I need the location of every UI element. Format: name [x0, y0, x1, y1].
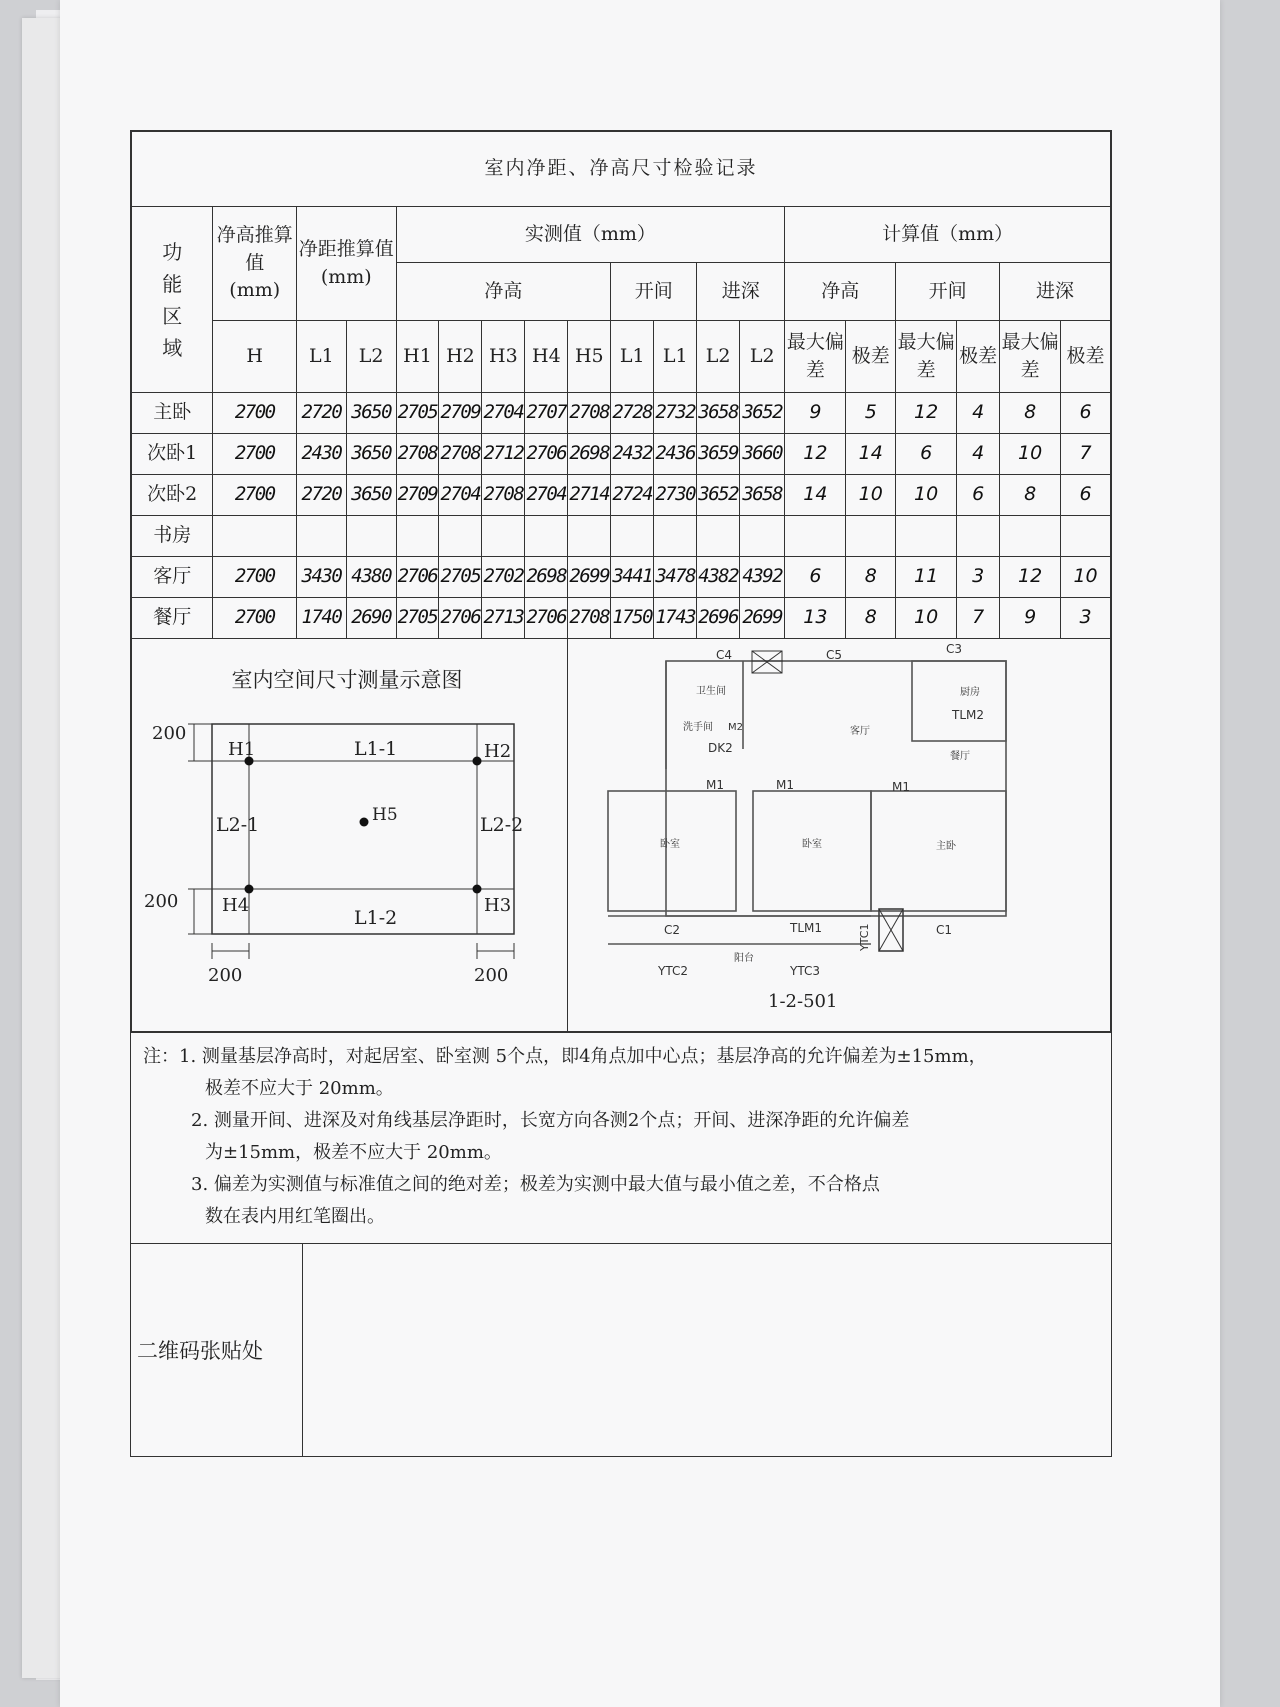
cell-H: 2700	[213, 598, 297, 639]
cell-c6	[1061, 516, 1111, 557]
cell-M2: 2730	[654, 475, 697, 516]
note-2a: 2. 测量开间、进深及对角线基层净距时，长宽方向各测2个点；开间、进深净距的允许偏差	[191, 1110, 910, 1131]
col-H1: H1	[396, 321, 439, 393]
cell-c3: 12	[896, 393, 957, 434]
plan-M1-a: M1	[706, 778, 725, 792]
plan-TLM1: TLM1	[790, 921, 823, 935]
cell-M3: 2696	[697, 598, 740, 639]
table-row	[132, 393, 1111, 434]
cell-M1: 2724	[611, 475, 654, 516]
cell-H2: 2705	[439, 557, 482, 598]
cell-c5: 8	[1000, 393, 1061, 434]
cell-c5: 8	[1000, 475, 1061, 516]
label-L2-1: L2-1	[216, 814, 260, 836]
cell-H4: 2706	[525, 434, 568, 475]
plan-kitchen: 厨房	[960, 687, 981, 698]
cell-c4: 4	[957, 434, 1000, 475]
label-H2: H2	[484, 741, 512, 762]
point-H3	[473, 885, 482, 894]
cell-M3: 3652	[697, 475, 740, 516]
height-est-unit: (mm)	[229, 279, 281, 302]
diagram-title: 室内空间尺寸测量示意图	[231, 668, 463, 692]
note-3a: 3. 偏差为实测值与标准值之间的绝对差；极差为实测中最大值与最小值之差，不合格点	[191, 1174, 880, 1195]
cell-H: 2700	[213, 434, 297, 475]
plan-M1-c: M1	[892, 780, 911, 794]
cell-H4: 2704	[525, 475, 568, 516]
cell-M4: 3652	[740, 393, 785, 434]
plan-YTC3: YTC3	[790, 964, 821, 978]
height-est-header: 净高推算值	[216, 224, 293, 274]
row-area: 次卧1	[132, 434, 213, 475]
cell-c1: 14	[785, 475, 846, 516]
cell-M3: 3659	[697, 434, 740, 475]
cell-c2: 14	[846, 434, 896, 475]
col-bay-L1b: L1	[654, 321, 697, 393]
cell-M3: 3658	[697, 393, 740, 434]
dim-right-label: 200	[474, 965, 509, 986]
plan-bedroom-b: 卧室	[802, 839, 823, 850]
cell-L1: 2430	[297, 434, 347, 475]
label-L2-2: L2-2	[480, 814, 524, 836]
cell-L1: 1740	[297, 598, 347, 639]
label-L1-1: L1-1	[354, 738, 398, 760]
cell-c6: 6	[1061, 475, 1111, 516]
cell-H: 2700	[213, 557, 297, 598]
cell-M2: 1743	[654, 598, 697, 639]
cell-c1: 13	[785, 598, 846, 639]
calculated-header: 计算值（mm）	[785, 207, 1111, 263]
dim-bottom-label: 200	[144, 891, 179, 912]
col-bay-maxdev: 最大偏差	[896, 321, 957, 393]
cell-H3: 2704	[482, 393, 525, 434]
col-L2: L2	[346, 321, 396, 393]
cell-M4: 3660	[740, 434, 785, 475]
cell-M2: 2436	[654, 434, 697, 475]
cell-L2: 3650	[346, 475, 396, 516]
label-H1: H1	[228, 739, 256, 760]
plan-living: 客厅	[850, 726, 871, 737]
plan-C1: C1	[936, 923, 953, 937]
cell-H5: 2699	[568, 557, 611, 598]
inspection-form	[130, 130, 1112, 1457]
note-1b: 极差不应大于 20mm。	[205, 1078, 394, 1099]
col-depth-range: 极差	[1061, 321, 1111, 393]
cell-c2	[846, 516, 896, 557]
cell-c2: 5	[846, 393, 896, 434]
cell-c4: 4	[957, 393, 1000, 434]
col-H: H	[213, 321, 297, 393]
cell-c5	[1000, 516, 1061, 557]
row-area: 书房	[132, 516, 213, 557]
label-H3: H3	[484, 895, 512, 916]
col-depth-maxdev: 最大偏差	[1000, 321, 1061, 393]
label-L1-2: L1-2	[354, 907, 398, 929]
cell-H1: 2705	[396, 598, 439, 639]
cell-H: 2700	[213, 475, 297, 516]
note-2b: 为±15mm，极差不应大于 20mm。	[205, 1142, 502, 1163]
cell-H3: 2702	[482, 557, 525, 598]
col-H4: H4	[525, 321, 568, 393]
table-row	[132, 557, 1111, 598]
cell-c6: 6	[1061, 393, 1111, 434]
point-H2	[473, 757, 482, 766]
label-H4: H4	[222, 895, 250, 916]
col-bay-L1a: L1	[611, 321, 654, 393]
measured-header: 实测值（mm）	[396, 207, 785, 263]
table-row	[132, 475, 1111, 516]
col-L1: L1	[297, 321, 347, 393]
cell-H5: 2708	[568, 598, 611, 639]
label-H5: H5	[372, 805, 398, 825]
col-height-range: 极差	[846, 321, 896, 393]
plan-unit-no: 1-2-501	[768, 991, 838, 1012]
cell-L2	[346, 516, 396, 557]
floor-plan-svg	[568, 639, 1088, 1031]
qr-label: 二维码张贴处	[131, 1244, 303, 1456]
dist-est-unit: (mm)	[320, 265, 372, 288]
cell-L1: 2720	[297, 475, 347, 516]
paper-sheet	[60, 0, 1220, 1707]
note-1a: 注：1. 测量基层净高时，对起居室、卧室测 5个点，即4角点加中心点；基层净高的允许偏差为±15mm，	[143, 1046, 987, 1067]
cell-H4: 2706	[525, 598, 568, 639]
cell-c2: 8	[846, 557, 896, 598]
qr-area	[303, 1244, 1111, 1456]
inspection-table	[131, 131, 1111, 1032]
cell-L1	[297, 516, 347, 557]
cell-M3	[697, 516, 740, 557]
note-3b: 数在表内用红笔圈出。	[205, 1206, 385, 1227]
cell-c3: 6	[896, 434, 957, 475]
cell-c6: 7	[1061, 434, 1111, 475]
col-depth-L2a: L2	[697, 321, 740, 393]
cell-L1: 3430	[297, 557, 347, 598]
col-height-maxdev: 最大偏差	[785, 321, 846, 393]
plan-walls	[608, 661, 1006, 951]
row-area: 客厅	[132, 557, 213, 598]
cell-c1	[785, 516, 846, 557]
row-area: 次卧2	[132, 475, 213, 516]
cell-H1: 2706	[396, 557, 439, 598]
col-H3: H3	[482, 321, 525, 393]
cell-c4	[957, 516, 1000, 557]
plan-YTC2: YTC2	[658, 964, 689, 978]
plan-TLM2: TLM2	[952, 708, 985, 722]
cell-H5: 2698	[568, 434, 611, 475]
cell-H	[213, 516, 297, 557]
table-row	[132, 434, 1111, 475]
calc-bay-header: 开间	[896, 263, 1000, 321]
measurement-diagram	[132, 639, 567, 1031]
cell-c3: 10	[896, 475, 957, 516]
cell-H2	[439, 516, 482, 557]
cell-c1: 9	[785, 393, 846, 434]
cell-M1	[611, 516, 654, 557]
cell-M4	[740, 516, 785, 557]
cell-M2: 2732	[654, 393, 697, 434]
qr-section	[131, 1243, 1111, 1456]
cell-H3	[482, 516, 525, 557]
plan-M1-b: M1	[776, 778, 795, 792]
plan-C5: C5	[826, 648, 843, 662]
cell-M2	[654, 516, 697, 557]
cell-H3: 2708	[482, 475, 525, 516]
cell-c5: 10	[1000, 434, 1061, 475]
cell-c1: 6	[785, 557, 846, 598]
cell-c5: 12	[1000, 557, 1061, 598]
table-row	[132, 516, 1111, 557]
cell-H2: 2708	[439, 434, 482, 475]
cell-M4: 3658	[740, 475, 785, 516]
plan-dining: 餐厅	[950, 751, 971, 762]
cell-H1: 2709	[396, 475, 439, 516]
cell-H3: 2713	[482, 598, 525, 639]
cell-c6: 3	[1061, 598, 1111, 639]
cell-H5: 2708	[568, 393, 611, 434]
cell-H2: 2706	[439, 598, 482, 639]
plan-YTC1: YTC1	[858, 923, 872, 951]
table-row	[132, 598, 1111, 639]
row-area: 主卧	[132, 393, 213, 434]
col-H2: H2	[439, 321, 482, 393]
cell-M2: 3478	[654, 557, 697, 598]
dim-top-label: 200	[152, 723, 187, 744]
measurement-diagram-svg	[132, 639, 542, 1031]
cell-c4: 3	[957, 557, 1000, 598]
measured-bay-header: 开间	[611, 263, 697, 321]
plan-bath: 卫生间	[696, 686, 727, 697]
row-area: 餐厅	[132, 598, 213, 639]
cell-L2: 3650	[346, 393, 396, 434]
cell-H3: 2712	[482, 434, 525, 475]
cell-M4: 4392	[740, 557, 785, 598]
form-title: 室内净距、净高尺寸检验记录	[132, 132, 1111, 207]
calc-depth-header: 进深	[1000, 263, 1111, 321]
col-H5: H5	[568, 321, 611, 393]
cell-H1: 2705	[396, 393, 439, 434]
cell-H2: 2704	[439, 475, 482, 516]
plan-balcony: 阳台	[734, 953, 755, 964]
cell-L2: 3650	[346, 434, 396, 475]
plan-DK2: DK2	[708, 741, 734, 755]
plan-C2: C2	[664, 923, 681, 937]
cell-H4	[525, 516, 568, 557]
cell-c2: 10	[846, 475, 896, 516]
cell-L2: 2690	[346, 598, 396, 639]
cell-H2: 2709	[439, 393, 482, 434]
point-H4	[245, 885, 254, 894]
plan-master: 主卧	[936, 841, 957, 852]
cell-M4: 2699	[740, 598, 785, 639]
cell-H4: 2707	[525, 393, 568, 434]
cell-c5: 9	[1000, 598, 1061, 639]
cell-c4: 7	[957, 598, 1000, 639]
cell-L1: 2720	[297, 393, 347, 434]
cell-H1: 2708	[396, 434, 439, 475]
cell-c3	[896, 516, 957, 557]
cell-H4: 2698	[525, 557, 568, 598]
cell-M1: 3441	[611, 557, 654, 598]
col-depth-L2b: L2	[740, 321, 785, 393]
floor-plan	[568, 639, 1110, 1031]
cell-c6: 10	[1061, 557, 1111, 598]
cell-c3: 11	[896, 557, 957, 598]
cell-H1	[396, 516, 439, 557]
measured-height-header: 净高	[396, 263, 611, 321]
cell-H: 2700	[213, 393, 297, 434]
col-bay-range: 极差	[957, 321, 1000, 393]
cell-c3: 10	[896, 598, 957, 639]
dist-est-header: 净距推算值	[298, 237, 394, 260]
cell-L2: 4380	[346, 557, 396, 598]
plan-wash: 洗手间	[683, 722, 714, 733]
plan-C3: C3	[946, 642, 963, 656]
plan-C4: C4	[716, 648, 733, 662]
cell-c1: 12	[785, 434, 846, 475]
calc-height-header: 净高	[785, 263, 896, 321]
cell-M1: 2728	[611, 393, 654, 434]
cell-M1: 2432	[611, 434, 654, 475]
cell-H5	[568, 516, 611, 557]
cell-H5: 2714	[568, 475, 611, 516]
measured-depth-header: 进深	[697, 263, 785, 321]
cell-M3: 4382	[697, 557, 740, 598]
data-rows	[132, 393, 1111, 639]
plan-bedroom-a: 卧室	[660, 839, 681, 850]
cell-c2: 8	[846, 598, 896, 639]
cell-c4: 6	[957, 475, 1000, 516]
cell-M1: 1750	[611, 598, 654, 639]
function-area-header: 功能区域	[162, 239, 183, 360]
notes-section	[131, 1032, 1111, 1243]
dim-left-label: 200	[208, 965, 243, 986]
point-H5	[360, 818, 369, 827]
plan-M2: M2	[728, 722, 744, 733]
